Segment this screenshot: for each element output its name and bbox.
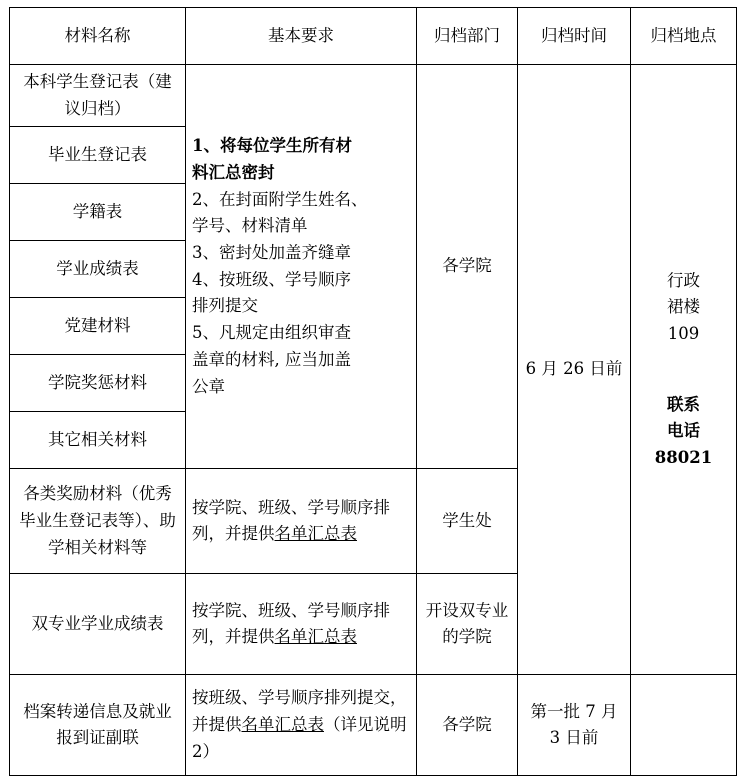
requirement-line: 料汇总密封 [192, 162, 275, 182]
archive-requirements-table [9, 7, 737, 776]
basic-requirement-cell [186, 469, 417, 574]
material-name-cell: 其它相关材料 [10, 412, 186, 469]
basic-requirement-cell [186, 65, 417, 469]
requirement-line: 盖章的材料, 应当加盖 [192, 349, 351, 369]
archive-department-cell: 各学院 [417, 65, 518, 469]
archive-department-cell: 各学院 [417, 675, 518, 776]
place-line: 行政 [667, 270, 700, 290]
requirement-line: 1、将每位学生所有材 [192, 136, 352, 156]
archive-time-cell: 第一批 7 月 3 日前 [518, 675, 631, 776]
place-line: 电话 [667, 421, 700, 441]
material-name-cell: 党建材料 [10, 298, 186, 355]
archive-place-cell [631, 675, 737, 776]
requirement-emphasis: 名单汇总表 [274, 524, 357, 544]
requirement-line: 公章 [192, 376, 225, 396]
requirement-text: 按学院、班级、学号顺序排列，并提供 [192, 497, 390, 544]
table-row [10, 65, 737, 127]
requirement-line: 3、密封处加盖齐缝章 [192, 243, 351, 262]
place-line: 联系 [667, 394, 700, 414]
basic-requirement-cell [186, 675, 417, 776]
table-header-row [10, 8, 737, 65]
material-name-cell: 本科学生登记表（建议归档） [10, 65, 186, 127]
material-name-cell: 档案转递信息及就业报到证副联 [10, 675, 186, 776]
requirement-text: 按学院、班级、学号顺序排列，并提供 [192, 600, 390, 647]
material-name-cell: 学业成绩表 [10, 241, 186, 298]
archive-department-cell: 开设双专业的学院 [417, 574, 518, 675]
archive-department-cell: 学生处 [417, 469, 518, 574]
basic-requirement-cell [186, 574, 417, 675]
requirement-line: 学号、材料清单 [192, 216, 308, 236]
material-name-cell: 学院奖惩材料 [10, 355, 186, 412]
material-name-cell: 各类奖励材料（优秀毕业生登记表等）、助学相关材料等 [10, 469, 186, 574]
material-name-cell: 毕业生登记表 [10, 127, 186, 184]
requirement-text: 按班级、学号顺序排列提交，并提供 [192, 688, 407, 735]
requirement-line: 4、按班级、学号顺序 [192, 269, 351, 289]
archive-place-cell [631, 65, 737, 675]
requirement-line: 2、在封面附学生姓名、 [192, 189, 368, 209]
requirement-line: 排列提交 [192, 296, 258, 316]
requirement-emphasis: 名单汇总表 [241, 715, 324, 735]
table-row [10, 675, 737, 776]
column-header-basic-requirement: 基本要求 [186, 8, 417, 65]
requirement-emphasis: 名单汇总表 [274, 627, 357, 647]
requirement-note: （详见说明 2） [192, 715, 407, 761]
archive-time-cell: 6 月 26 日前 [518, 65, 631, 675]
material-name-cell: 学籍表 [10, 184, 186, 241]
requirement-line: 5、凡规定由组织审查 [192, 323, 351, 343]
place-line: 109 [667, 324, 700, 343]
material-name-cell: 双专业学业成绩表 [10, 574, 186, 675]
column-header-archive-department: 归档部门 [417, 8, 518, 65]
column-header-archive-time: 归档时间 [518, 8, 631, 65]
column-header-archive-place: 归档地点 [631, 8, 737, 65]
place-spacer [637, 348, 730, 392]
place-line: 88021 [654, 448, 713, 468]
place-line: 裙楼 [667, 297, 700, 317]
column-header-material-name: 材料名称 [10, 8, 186, 65]
